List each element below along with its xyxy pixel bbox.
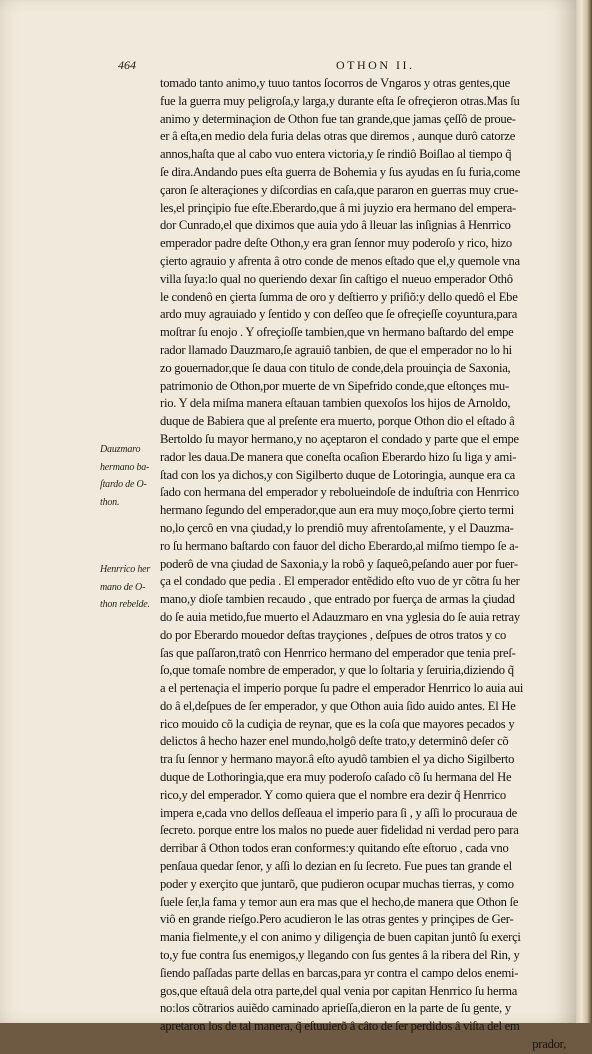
body-text (160, 75, 574, 1054)
text-line: ça el condado que pedia . El emperador entẽdido eſto vuo de yr cõtra ſu her (160, 574, 520, 589)
text-line: to,y fue contra ſus enemigos,y llegando con ſus gentes â la ribera del Rin, y (160, 948, 520, 963)
text-line: çierto agrauio y afrenta â otro conde de menos eſtado que el,y quemole vna (160, 253, 520, 268)
margin-note-line: mano de O- (100, 581, 146, 593)
text-line: impera e,cada vno dellos deſſeaua el imperio para ſi , y aſſi lo procuraua de (160, 805, 518, 820)
text-line: ſecreto. porque entre los malos no puede auer fidelidad ni verdad pero para (160, 823, 519, 838)
text-line: poder y exerçito que juntarõ, que pudieron ocupar muchas tierras, y como (160, 876, 514, 891)
text-line: patrimonio de Othon,por muerte de vn Sipefrido conde,que eſtonçes mu- (160, 378, 509, 393)
text-line: les,el prinçipio fue eſte.Eberardo,que â mi juyzio era hermano del empera- (160, 200, 516, 215)
text-line: do por Eberardo mouedor deſtas trayçiones , deſpues de otros tratos y co (160, 627, 507, 642)
text-line: moſtrar ſu enojo . Y ofreçioſſe tambien,que vn hermano baſtardo del empe (160, 325, 514, 340)
text-line: penſaua quedar ſenor, y aſſi lo dezian en ſu ſecreto. Fue pues tan grande el (160, 859, 512, 874)
text-line: ſado con hermana del emperador y rebolueindoſe de induſtria con Henrrico (160, 485, 519, 500)
text-line: do ſe auia metido,fue muerto el Adauzmaro en vna yglesia do ſe auia retray (160, 609, 520, 624)
text-line: mano,y dioſe tambien recaudo , que entrado por fuerça de armas la çiudad (160, 592, 515, 607)
margin-note-line: Henrrico her (100, 564, 151, 575)
text-line: Bertoldo ſu mayor hermano,y no açeptaron el condado y parte que el empe (160, 431, 519, 446)
text-line: çaron ſe alteraçiones y diſcordias en caſa,que pararon en guerras muy crue- (160, 182, 519, 197)
text-line: do â el,deſpues de ſer emperador, y que Othon auia ſido auido antes. El He (160, 698, 516, 713)
text-line: gos,que eſtauâ dela otra parte,del qual venia por capitan Henrrico ſu herma (160, 983, 518, 998)
text-line: ardo muy agrauiado y ſentido y con deſſeo que ſe ofreçieſſe coyuntura,para (160, 307, 518, 322)
text-line: viô en grande rieſgo.Pero acudieron le las otras gentes y prinçipes de Ger- (160, 912, 514, 927)
text-line: derribar â Othon todos eran conformes:y quitando eſte eſtoruo , cada vno (160, 841, 509, 856)
text-line: ſo,que tomaſe nombre de emperador, y que lo ſoltaria y ſeruiria,diziendo q̃ (160, 663, 514, 678)
text-line: prador, (532, 1037, 566, 1052)
text-line: duque de Lothoringia,que era muy poderoſo caſado cõ ſu hermana del He (160, 770, 512, 785)
text-line: tra ſu ſennor y hermano mayor.â eſto ayudô tambien el ya dicho Sigilberto (160, 752, 515, 767)
text-line: poderô de vna çiudad de Saxonia,y la robô y ſaqueô,peſando auer por fuer- (160, 556, 518, 571)
text-line: delictos â hecho hazer enel mundo,holgô deſte trato,y determinô deſer cõ (160, 734, 509, 749)
text-line: rador les daua.De manera que coneſta ocaſion Eberardo hizo ſu liga y ami- (160, 449, 517, 464)
text-line: ſiendo paſſadas parte dellas en barcas,para yr contra el campo delos enemi- (160, 965, 519, 980)
page-number: 464 (118, 58, 136, 72)
text-line: ſe dira.Andando pues eſta guerra de Bohemia y ſus ayudas en ſu furia,come (160, 164, 521, 179)
text-line: tomado tanto animo,y tuuo tantos ſocorros de Vngaros y otras gentes,que (160, 76, 510, 90)
page-edge (576, 0, 592, 1023)
text-line: duque de Babiera que al preſente era muerto, porque Othon dio el eſtado â (160, 414, 515, 429)
text-line: ſas que paſſaron,tratô con Henrrico hermano del emperador que tenia preſ- (160, 645, 516, 660)
text-line: animo y determinaçion de Othon fue tan grande,que jamas çeſſô de proue- (160, 111, 516, 126)
text-line: hermano ſegundo del emperador,que aun era muy moço,ſobre çierto termi (160, 503, 514, 518)
text-line: a el pertenaçia el imperio porque ſu padre el emperador Henrrico lo auia aui (160, 681, 524, 696)
margin-note-line: ſtardo de O- (100, 479, 147, 491)
text-line: ſuele ſer,la fama y temor aun era mas que el hecho,de manera que Othon ſe (160, 894, 519, 909)
text-line: mania fielmente,y el con animo y diligençia de buen capitan juntô ſu exerçi (160, 930, 521, 945)
margin-note-line: Dauzmaro (100, 444, 141, 455)
text-line: dor Cunrado,el que diximos que auia ydo â lleuar las inſignias â Henrrico (160, 218, 511, 233)
text-line: no:los cõtrarios auiẽdo caminado aprieſſa,dieron en la parte de ſu gente, y (160, 1001, 511, 1016)
text-line: ſtad con los ya dichos,y con Sigilberto duque de Lotoringia, aunque era ca (160, 467, 516, 482)
text-line: emperador padre deſte Othon,y era gran ſennor muy poderoſo y rico, hizo (160, 236, 512, 251)
text-line: fue la guerra muy peligroſa,y larga,y durante eſta ſe ofreçieron otras.Mas ſu (160, 93, 520, 108)
text-line: apretaron los de tal manera, q̃ eſtuuierõ â câto de ſer perdidos â viſta del em (160, 1019, 520, 1034)
margin-note-line: thon rebelde. (100, 599, 150, 611)
text-line: rador llamado Dauzmaro,ſe agrauiô tanbien, de que el emperador no lo hi (160, 342, 512, 357)
text-line: rico,y del emperador. Y como quiera que el nombre era dezir q̃ Henrrico (160, 787, 506, 802)
text-line: rio. Y dela miſma manera eſtauan tambien quexoſos los hijos de Arnoldo, (160, 396, 511, 411)
running-title: OTHON II. (336, 58, 415, 72)
text-line: rico mouido cõ la cudiçia de reynar, que es la coſa que mayores pecados y (160, 716, 515, 731)
margin-note-dauzmaro (100, 441, 162, 511)
text-line: ro ſu hermano baſtardo con fauor del dicho Eberardo,al miſmo tiempo ſe a- (160, 538, 519, 553)
text-line: no,lo çercô en vna çiudad,y lo prendiô muy afrentoſamente, y el Dauzma- (160, 520, 514, 535)
margin-note-line: hermano ba- (100, 461, 150, 473)
margin-note-line: thon. (100, 496, 120, 508)
text-line: le condenô en çierta ſumma de oro y deſtierro y priſiõ:y dello quedô el Ebe (160, 289, 518, 304)
margin-note-henrrico (100, 561, 162, 614)
text-line: er â eſta,en medio dela furia delas otras que diremos , aunque durô catorze (160, 129, 516, 144)
text-line: villa ſuya:lo qual no queriendo dexar ſin caſtigo el nueuo emperador Othô (160, 271, 513, 286)
text-line: annos,haſta que al cabo vuo entera victoria,y ſe rindiô Boiſlao al tiempo q̃ (160, 147, 512, 162)
text-line: zo gouernador,que ſe daua con titulo de conde,dela prouinçia de Saxonia, (160, 360, 511, 375)
